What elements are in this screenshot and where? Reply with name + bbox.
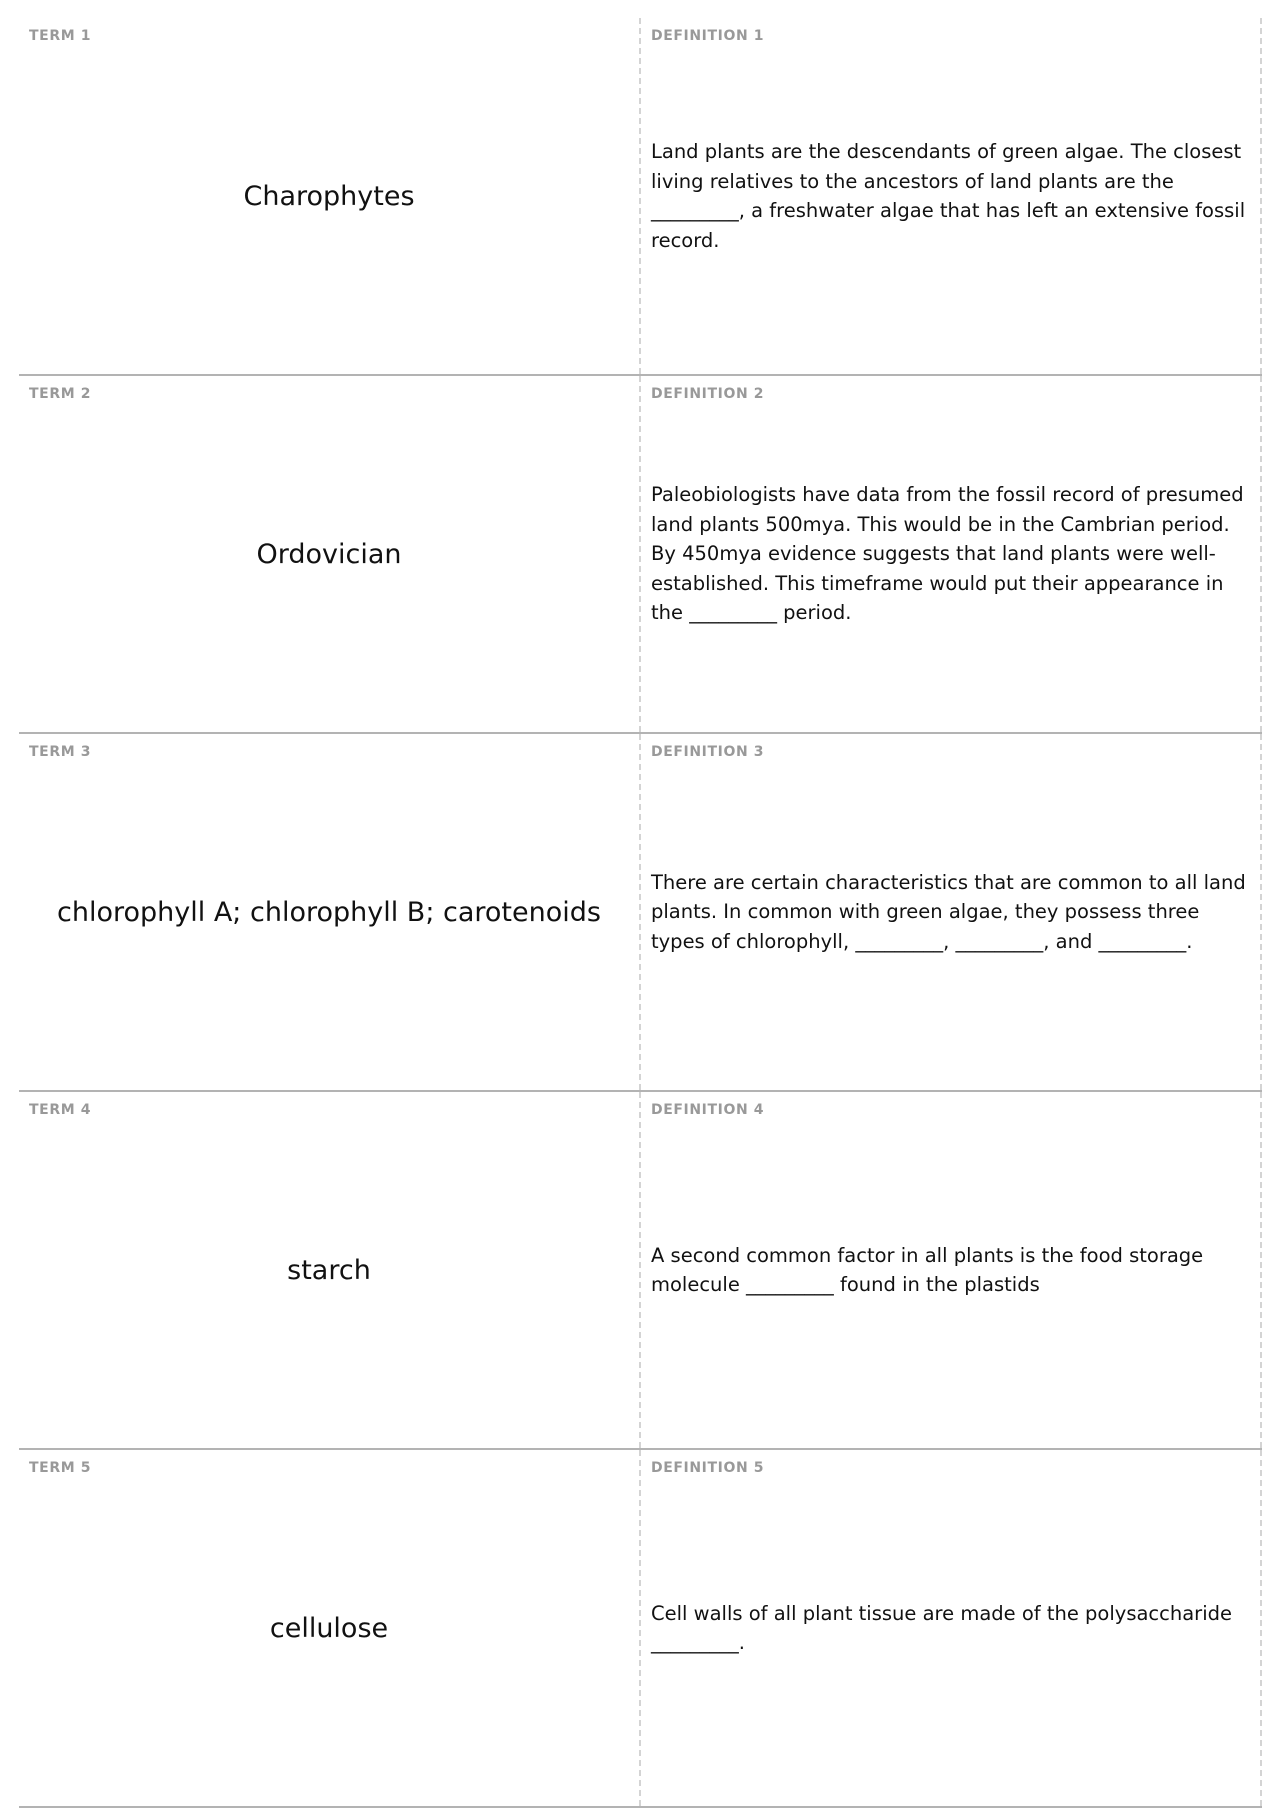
definition-text: Land plants are the descendants of green algae. The closest living relatives to the ancestors of land plants are the _________, a freshwater algae that has left an extensive fossil record. — [651, 140, 1246, 252]
term-label: TERM 2 — [29, 386, 92, 402]
term-text: Ordovician — [256, 538, 402, 570]
term-cell — [19, 376, 641, 732]
term-label: TERM 5 — [29, 1460, 92, 1476]
definition-text-wrap — [651, 1450, 1246, 1806]
term-text: starch — [287, 1254, 371, 1286]
term-text: Charophytes — [243, 180, 415, 212]
definition-cell — [641, 376, 1262, 732]
term-label: TERM 1 — [29, 28, 92, 44]
definition-text: Paleobiologists have data from the fossil record of presumed land plants 500mya. This would be in the Cambrian period. By 450mya evidence suggests that land plants were well-established. This timeframe would put their appearance in the _________ period. — [651, 483, 1244, 625]
flashcard-sheet — [19, 18, 1262, 1802]
definition-label: DEFINITION 5 — [651, 1460, 765, 1476]
term-cell — [19, 18, 641, 374]
definition-label: DEFINITION 2 — [651, 386, 765, 402]
term-text: cellulose — [269, 1612, 389, 1644]
definition-text: There are certain characteristics that are common to all land plants. In common with green algae, they possess three types of chlorophyll, _________, _________, and _________. — [651, 870, 1246, 953]
definition-text: Cell walls of all plant tissue are made of the polysaccharide _________. — [651, 1601, 1232, 1654]
flashcard-row-3 — [19, 734, 1262, 1092]
flashcard-row-1 — [19, 18, 1262, 376]
definition-text-wrap — [651, 1092, 1246, 1448]
term-cell — [19, 1092, 641, 1448]
definition-label: DEFINITION 1 — [651, 28, 765, 44]
definition-cell — [641, 1092, 1262, 1448]
definition-label: DEFINITION 3 — [651, 744, 765, 760]
flashcard-row-4 — [19, 1092, 1262, 1450]
definition-cell — [641, 18, 1262, 374]
definition-label: DEFINITION 4 — [651, 1102, 765, 1118]
flashcard-row-5 — [19, 1450, 1262, 1808]
term-cell — [19, 734, 641, 1090]
term-text: chlorophyll A; chlorophyll B; carotenoids — [57, 896, 601, 928]
flashcard-row-2 — [19, 376, 1262, 734]
definition-text: A second common factor in all plants is the food storage molecule _________ found in the plastids — [651, 1243, 1204, 1296]
definition-text-wrap — [651, 734, 1246, 1090]
definition-text-wrap — [651, 18, 1246, 374]
term-cell — [19, 1450, 641, 1806]
definition-cell — [641, 734, 1262, 1090]
definition-cell — [641, 1450, 1262, 1806]
definition-text-wrap — [651, 376, 1246, 732]
term-label: TERM 3 — [29, 744, 92, 760]
term-label: TERM 4 — [29, 1102, 92, 1118]
